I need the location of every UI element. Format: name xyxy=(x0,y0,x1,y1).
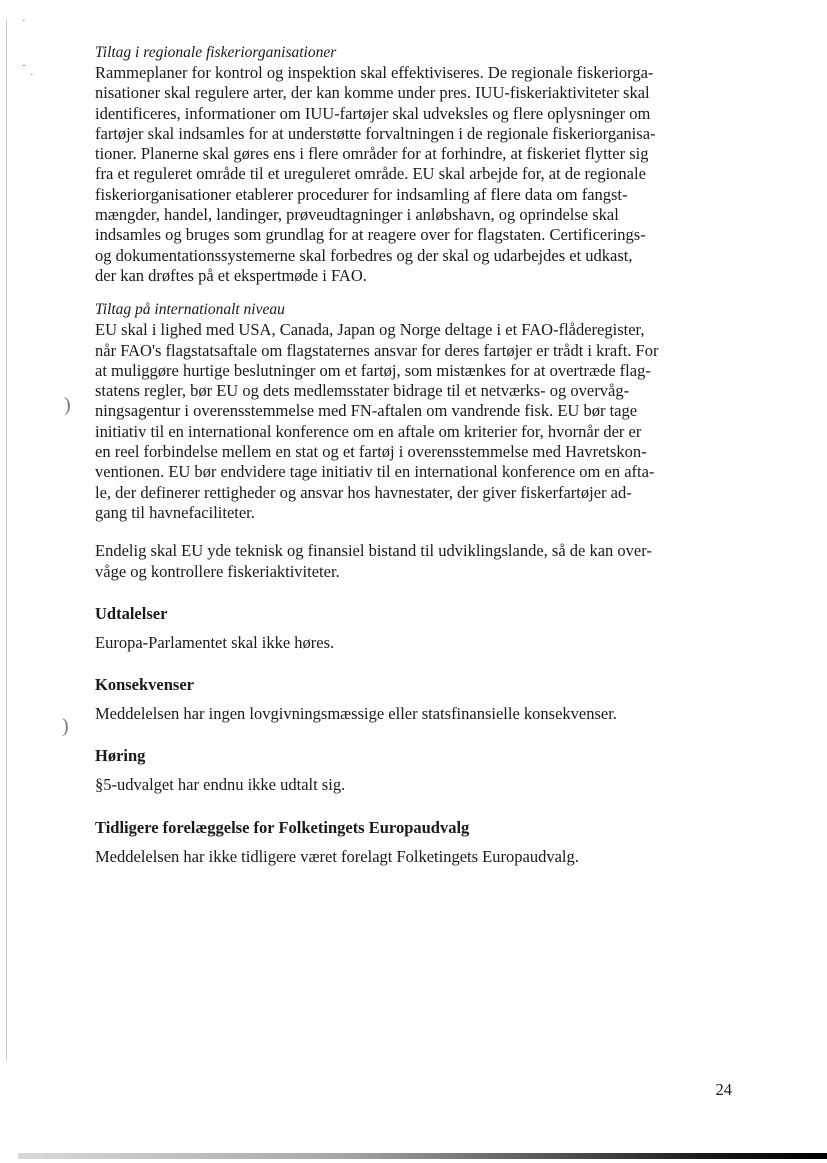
text-line: og dokumentationssystemerne skal forbedres og der skal og udarbejdes et udkast, xyxy=(95,245,633,265)
section-heading-international: Tiltag på internationalt niveau xyxy=(95,301,285,319)
text-line: initiativ til en international konference om en aftale om kriterier for, hvornår der er xyxy=(95,421,642,441)
text-line: en reel forbindelse mellem en stat og et fartøj i overensstemmelse med Havretskon- xyxy=(95,442,647,462)
text-line: våge og kontrollere fiskeriaktiviteter. xyxy=(95,561,340,581)
text-line: fiskeriorganisationer etablerer procedurer for indsamling af flere data om fangst- xyxy=(95,184,628,204)
text-line: identificeres, informationer om IUU-fartøjer skal udveksles og flere oplysninger om xyxy=(95,103,651,123)
scan-speck: ) xyxy=(64,394,71,416)
text-line: fartøjer skal indsamles for at understøtte forvaltningen i de regionale fiskeriorganisa- xyxy=(95,123,656,143)
page-number: 24 xyxy=(715,1080,732,1099)
paragraph-support xyxy=(95,541,735,582)
text-line: der kan drøftes på et ekspertmøde i FAO. xyxy=(95,265,367,285)
text-line: statens regler, bør EU og dets medlemsstater bidrage til et netværks- og overvåg- xyxy=(95,381,630,401)
scan-speck: · xyxy=(22,15,26,27)
text-line: ventionen. EU bør endvidere tage initiativ til en international konference om en afta- xyxy=(95,462,655,482)
paragraph-regional xyxy=(95,63,735,286)
text-line: Endelig skal EU yde teknisk og finansiel bistand til udviklingslande, så de kan over- xyxy=(95,541,652,561)
document-body xyxy=(95,43,735,867)
section-heading-horing: Høring xyxy=(95,746,146,766)
text-line: EU skal i lighed med USA, Canada, Japan og Norge deltage i et FAO-flåderegister, xyxy=(95,320,645,340)
text-line: nisationer skal regulere arter, der kan komme under pres. IUU-fiskeriaktiviteter skal xyxy=(95,83,650,103)
scan-speck: - xyxy=(22,59,26,71)
section-heading-regional: Tiltag i regionale fiskeriorganisationer xyxy=(95,44,337,61)
scan-margin-line xyxy=(6,20,7,1060)
text-line: mængder, handel, landinger, prøveudtagninger i anløbshavn, og oprindelse skal xyxy=(95,205,619,225)
text-line: ningsagentur i overensstemmelse med FN-aftalen om vandrende fisk. EU bør tage xyxy=(95,401,638,421)
scan-speck: · xyxy=(30,69,34,81)
scan-bottom-edge xyxy=(18,1153,827,1159)
paragraph-tidligere: Meddelelsen har ikke tidligere været forelagt Folketingets Europaudvalg. xyxy=(95,846,579,866)
paragraph-udtalelser: Europa-Parlamentet skal ikke høres. xyxy=(95,632,335,652)
section-heading-konsekvenser: Konsekvenser xyxy=(95,675,194,695)
text-line: tioner. Planerne skal gøres ens i flere områder for at forhindre, at fiskeriet flytter sig xyxy=(95,144,649,164)
text-line: le, der definerer rettigheder og ansvar hos havnestater, der giver fiskerfartøjer ad- xyxy=(95,482,632,502)
text-line: indsamles og bruges som grundlag for at reagere over for flagstaten. Certificerings- xyxy=(95,225,646,245)
text-line: fra et reguleret område til et ureguleret område. EU skal arbejde for, at de regionale xyxy=(95,164,646,184)
text-line: at muliggøre hurtige beslutninger om et fartøj, som mistænkes for at overtræde flag- xyxy=(95,360,651,380)
paragraph-konsekvenser: Meddelelsen har ingen lovgivningsmæssige eller statsfinansielle konsekvenser. xyxy=(95,704,617,724)
paragraph-international xyxy=(95,320,735,523)
section-heading-tidligere: Tidligere forelæggelse for Folketingets Europaudvalg xyxy=(95,817,470,837)
scan-speck: ) xyxy=(62,715,69,737)
text-line: gang til havnefaciliteter. xyxy=(95,502,255,522)
text-line: Rammeplaner for kontrol og inspektion skal effektiviseres. De regionale fiskeriorga- xyxy=(95,63,654,82)
paragraph-horing: §5-udvalget har endnu ikke udtalt sig. xyxy=(95,775,346,795)
text-line: når FAO's flagstatsaftale om flagstaternes ansvar for deres fartøjer er trådt i kraft. For xyxy=(95,340,659,360)
section-heading-udtalelser: Udtalelser xyxy=(95,603,168,623)
